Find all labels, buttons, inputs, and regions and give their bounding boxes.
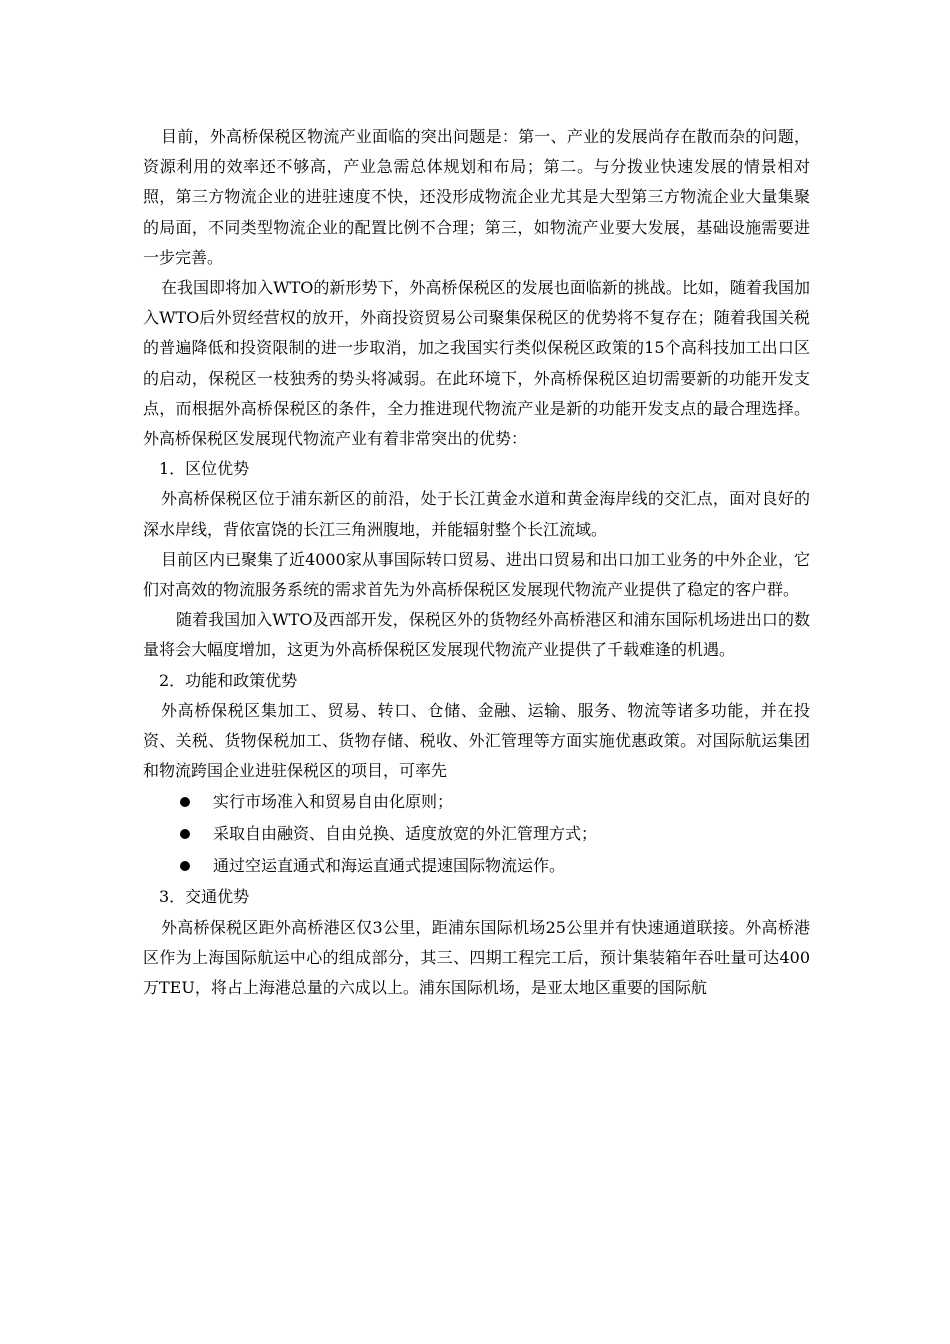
document-body [143,122,810,1003]
list-item-text: 采取自由融资、自由兑换、适度放宽的外汇管理方式； [213,824,598,844]
paragraph-location: 外高桥保税区位于浦东新区的前沿，处于长江黄金水道和黄金海岸线的交汇点，面对良好的深水岸线，背依富饶的长江三角洲腹地，并能辐射整个长江流域。 [143,489,810,539]
paragraph-functions: 外高桥保税区集加工、贸易、转口、仓储、金融、运输、服务、物流等诸多功能，并在投资、关税、货物保税加工、货物存储、税收、外汇管理等方面实施优惠政策。对国际航运集团和物流跨国企业进驻保税区的项目，可率先 [143,700,810,781]
list-item [143,850,810,882]
list-item [143,818,810,850]
paragraph-logistics-problems: 目前，外高桥保税区物流产业面临的突出问题是：第一、产业的发展尚存在散而杂的问题，资源利用的效率还不够高，产业急需总体规划和布局；第二。与分拨业快速发展的情景相对照，第三方物流企业的进驻速度不快，还没形成物流企业尤其是大型第三方物流企业大量集聚的局面，不同类型物流企业的配置比例不合理；第三，如物流产业要大发展，基础设施需要进一步完善。 [143,127,810,267]
list-item-text: 实行市场准入和贸易自由化原则； [213,792,454,812]
heading-function-policy-advantage: 2．功能和政策优势 [159,670,298,690]
policy-bullet-list [143,786,810,882]
bullet-icon [180,861,190,871]
heading-transport-advantage: 3．交通优势 [159,887,250,907]
paragraph-enterprises: 目前区内已聚集了近4000家从事国际转口贸易、进出口贸易和出口加工业务的中外企业，它们对高效的物流服务系统的需求首先为外高桥保税区发展现代物流产业提供了稳定的客户群。 [143,549,810,600]
list-item-text: 通过空运直通式和海运直通式提速国际物流运作。 [213,856,566,876]
paragraph-transport: 外高桥保税区距外高桥港区仅3公里，距浦东国际机场25公里并有快速通道联接。外高桥港区作为上海国际航运中心的组成部分，其三、四期工程完工后，预计集装箱年吞吐量可达400万TEU，将占上海港总量的六成以上。浦东国际机场，是亚太地区重要的国际航 [143,917,810,998]
paragraph-opportunity: 随着我国加入WTO及西部开发，保税区外的货物经外高桥港区和浦东国际机场进出口的数量将会大幅度增加，这更为外高桥保税区发展现代物流产业提供了千载难逢的机遇。 [143,610,810,660]
list-item [143,786,810,818]
bullet-icon [180,829,190,839]
paragraph-wto-challenges: 在我国即将加入WTO的新形势下，外高桥保税区的发展也面临新的挑战。比如，随着我国加入WTO后外贸经营权的放开，外商投资贸易公司聚集保税区的优势将不复存在；随着我国关税的普遍降低和投资限制的进一步取消，加之我国实行类似保税区政策的15个高科技加工出口区的启动，保税区一枝独秀的势头将减弱。在此环境下，外高桥保税区迫切需要新的功能开发支点，而根据外高桥保税区的条件，全力推进现代物流产业是新的功能开发支点的最合理选择。外高桥保税区发展现代物流产业有着非常突出的优势： [143,278,810,449]
heading-location-advantage: 1．区位优势 [159,459,250,479]
bullet-icon [180,797,190,807]
